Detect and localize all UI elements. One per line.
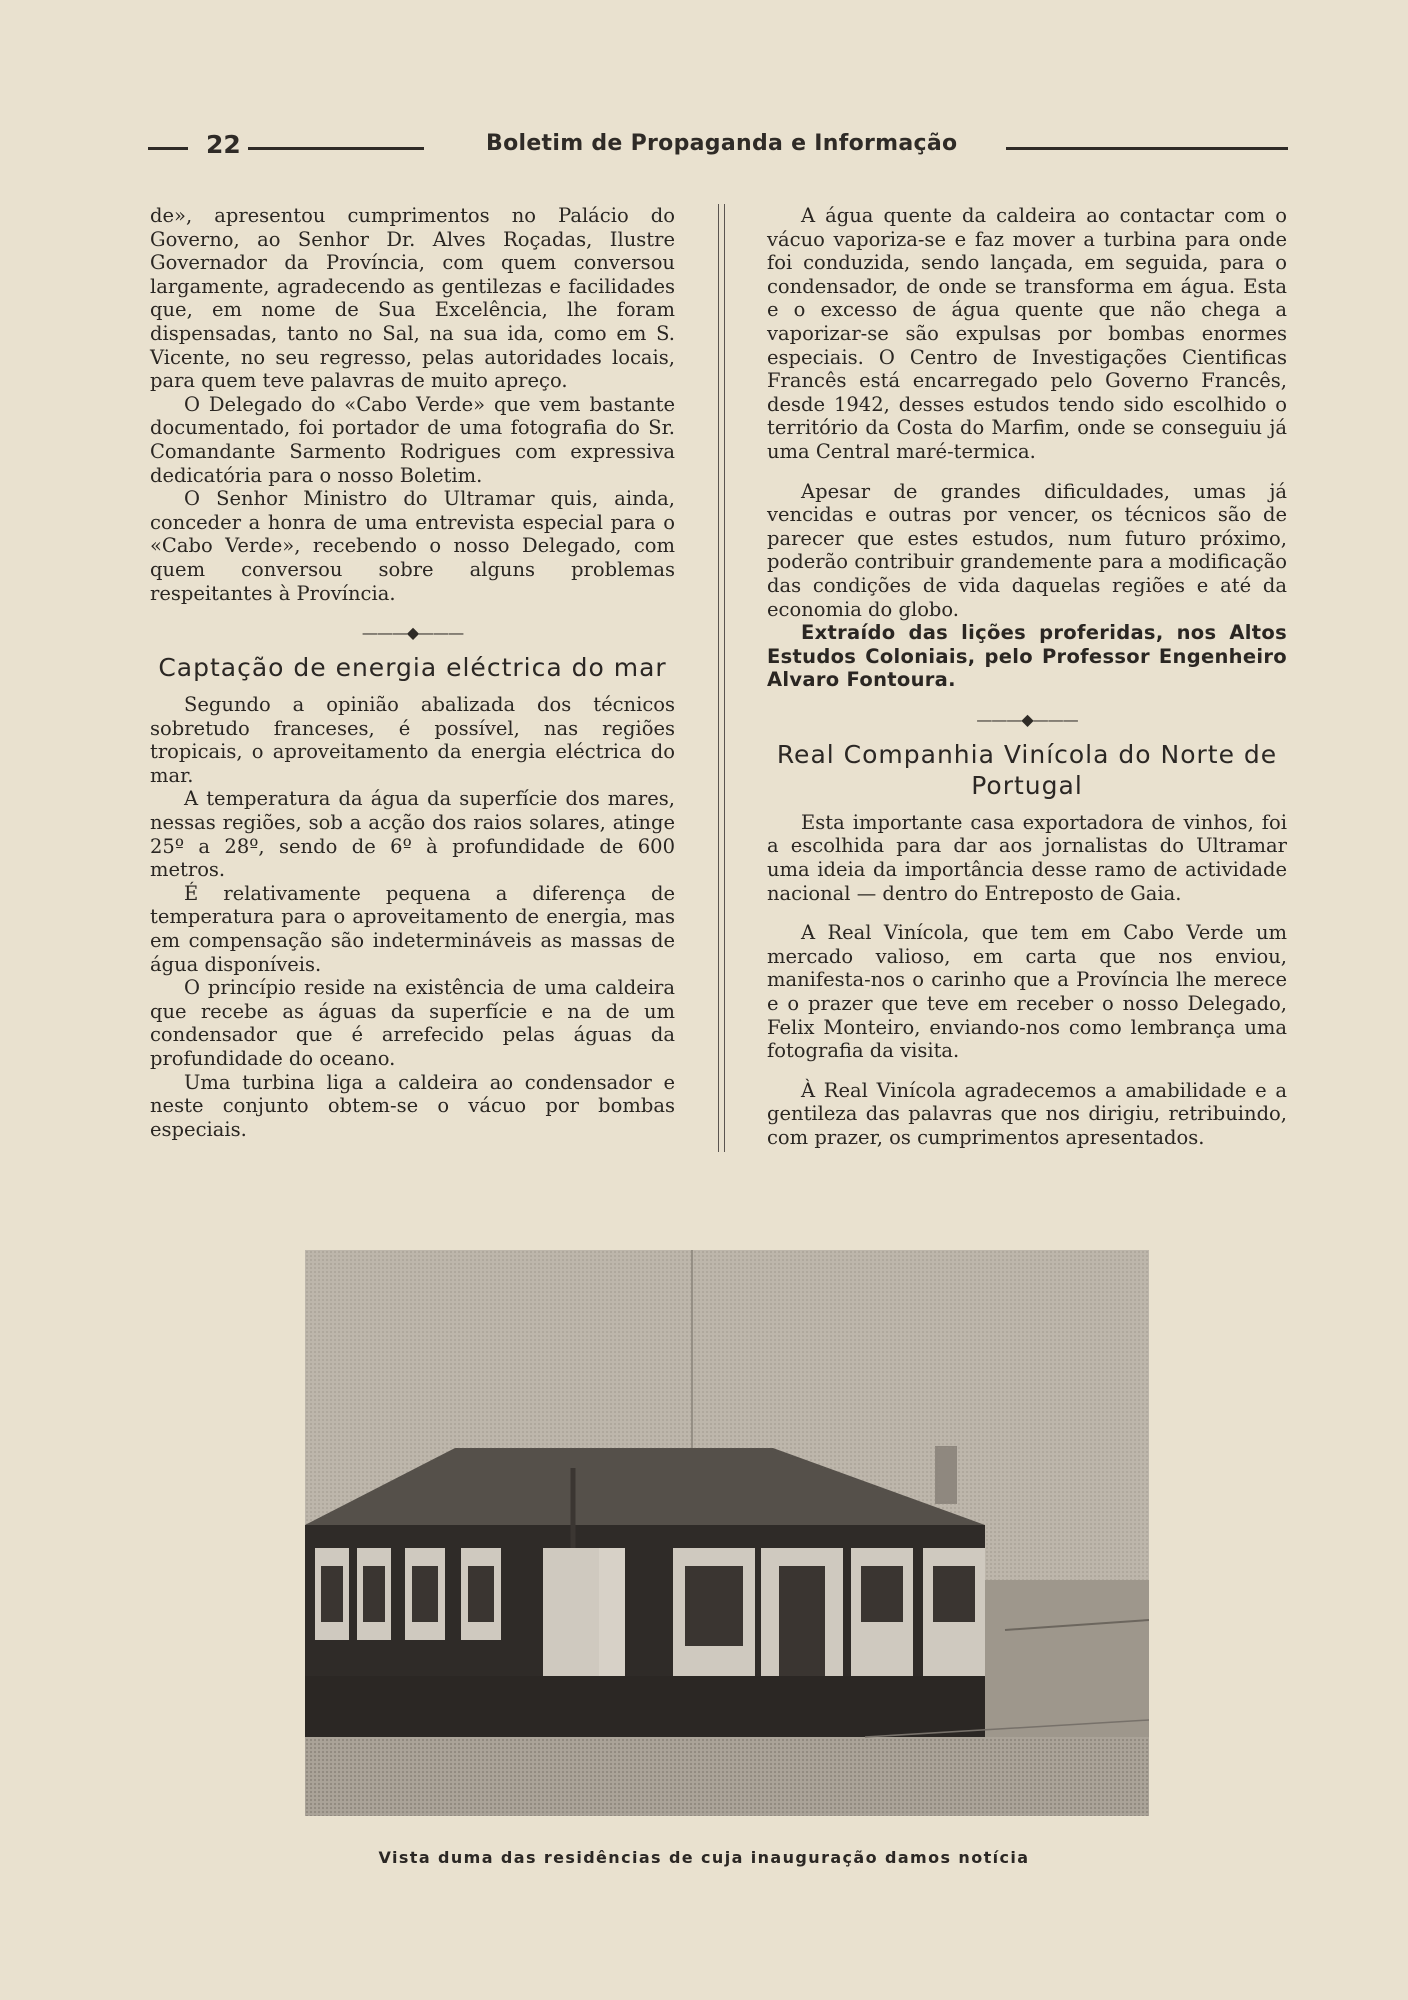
- residence-photo: [305, 1250, 1149, 1816]
- vinicola-paragraph-3: À Real Vinícola agradecemos a amabilidade e a gentileza das palavras que nos dirigiu, retribuindo, com prazer, os cumprimentos apresentados.: [767, 1078, 1287, 1149]
- energia-paragraph-3: É relativamente pequena a diferença de temperatura para o aproveitamento de energia, mas em compensação são indetermináveis as massas de água disponíveis.: [150, 881, 675, 976]
- page-header: [148, 128, 1288, 164]
- left-column: [150, 204, 675, 1141]
- left-paragraph-3: O Senhor Ministro do Ultramar quis, ainda, conceder a honra de uma entrevista especial para o «Cabo Verde», recebendo o nosso Delegado, com quem conversou sobre alguns problemas respeitantes à Província.: [150, 487, 675, 605]
- section-title-energia: Captação de energia eléctrica do mar: [158, 653, 667, 683]
- column-divider: [718, 204, 725, 1152]
- energia-paragraph-5: Uma turbina liga a caldeira ao condensador e neste conjunto obtem-se o vácuo por bombas especiais.: [150, 1070, 675, 1141]
- section-divider-ornament-right: ———◆———: [976, 709, 1078, 729]
- header-rule-right: [1006, 147, 1288, 150]
- right-paragraph-1: A água quente da caldeira ao contactar com o vácuo vaporiza-se e faz mover a turbina para onde foi conduzida, sendo lançada, em seguida, para o condensador, de onde se transforma em água. Esta e o excesso de água quente que não chega a vaporizar-se são expulsas por bombas enormes especiais. O Centro de Investigações Cientificas Francês está encarregado pelo Governo Francês, desde 1942, desses estudos tendo sido escolhido o território da Costa do Marfim, onde se conseguiu já uma Central maré-termica.: [767, 204, 1287, 463]
- running-title: Boletim de Propaganda e Informação: [486, 131, 958, 156]
- left-paragraph-1: de», apresentou cumprimentos no Palácio do Governo, ao Senhor Dr. Alves Roçadas, Ilustre Governador da Província, com quem conversou largamente, agradecendo as gentilezas e facilidades que, em nome de Sua Excelência, lhe foram dispensadas, tanto no Sal, na sua ida, como em S. Vicente, no seu regresso, pelas autoridades locais, para quem teve palavras de muito apreço.: [150, 204, 675, 393]
- source-note: Extraído das lições proferidas, nos Altos Estudos Coloniais, pelo Professor Engenheiro Alvaro Fontoura.: [767, 621, 1287, 692]
- chimney: [935, 1446, 957, 1504]
- page-number: 22: [206, 130, 241, 159]
- background-trees: [985, 1580, 1149, 1737]
- header-rule-mid: [248, 147, 424, 150]
- header-rule-left: [148, 147, 188, 150]
- vinicola-paragraph-2: A Real Vinícola, que tem em Cabo Verde um mercado valioso, em carta que nos enviou, manifesta-nos o carinho que a Província lhe merece e o prazer que teve em receber o nosso Delegado, Felix Monteiro, enviando-nos como lembrança uma fotografia da visita.: [767, 921, 1287, 1063]
- energia-paragraph-2: A temperatura da água da superfície dos mares, nessas regiões, sob a acção dos raios solares, atinge 25º a 28º, sendo de 6º à profundidade de 600 metros.: [150, 787, 675, 882]
- house-illustration: [305, 1250, 1149, 1816]
- right-paragraph-2: Apesar de grandes dificuldades, umas já vencidas e outras por vencer, os técnicos são de parecer que estes estudos, num futuro próximo, poderão contribuir grandemente para a modificação das condições de vida daquelas regiões e até da economia do globo.: [767, 479, 1287, 621]
- energia-paragraph-4: O princípio reside na existência de uma caldeira que recebe as águas da superfície e na de um condensador que é arrefecido pelas águas da profundidade do oceano.: [150, 976, 675, 1070]
- energia-paragraph-1: Segundo a opinião abalizada dos técnicos sobretudo franceses, é possível, nas regiões tropicais, o aproveitamento da energia eléctrica do mar.: [150, 693, 675, 787]
- vinicola-paragraph-1: Esta importante casa exportadora de vinhos, foi a escolhida para dar aos jornalistas do Ultramar uma ideia da importância desse ramo de actividade nacional — dentro do Entreposto de Gaia.: [767, 810, 1287, 905]
- section-divider-ornament: ———◆———: [361, 623, 464, 643]
- right-column: [767, 204, 1287, 1150]
- left-paragraph-2: O Delegado do «Cabo Verde» que vem bastante documentado, foi portador de uma fotografia do Sr. Comandante Sarmento Rodrigues com expressiva dedicatória para o nosso Boletim.: [150, 392, 675, 487]
- door: [779, 1566, 825, 1676]
- house-base: [305, 1676, 985, 1737]
- section-title-vinicola: Real Companhia Vinícola do Norte de Portugal: [776, 739, 1278, 800]
- photo-caption: Vista duma das residências de cuja inauguração damos notícia: [378, 1848, 1030, 1867]
